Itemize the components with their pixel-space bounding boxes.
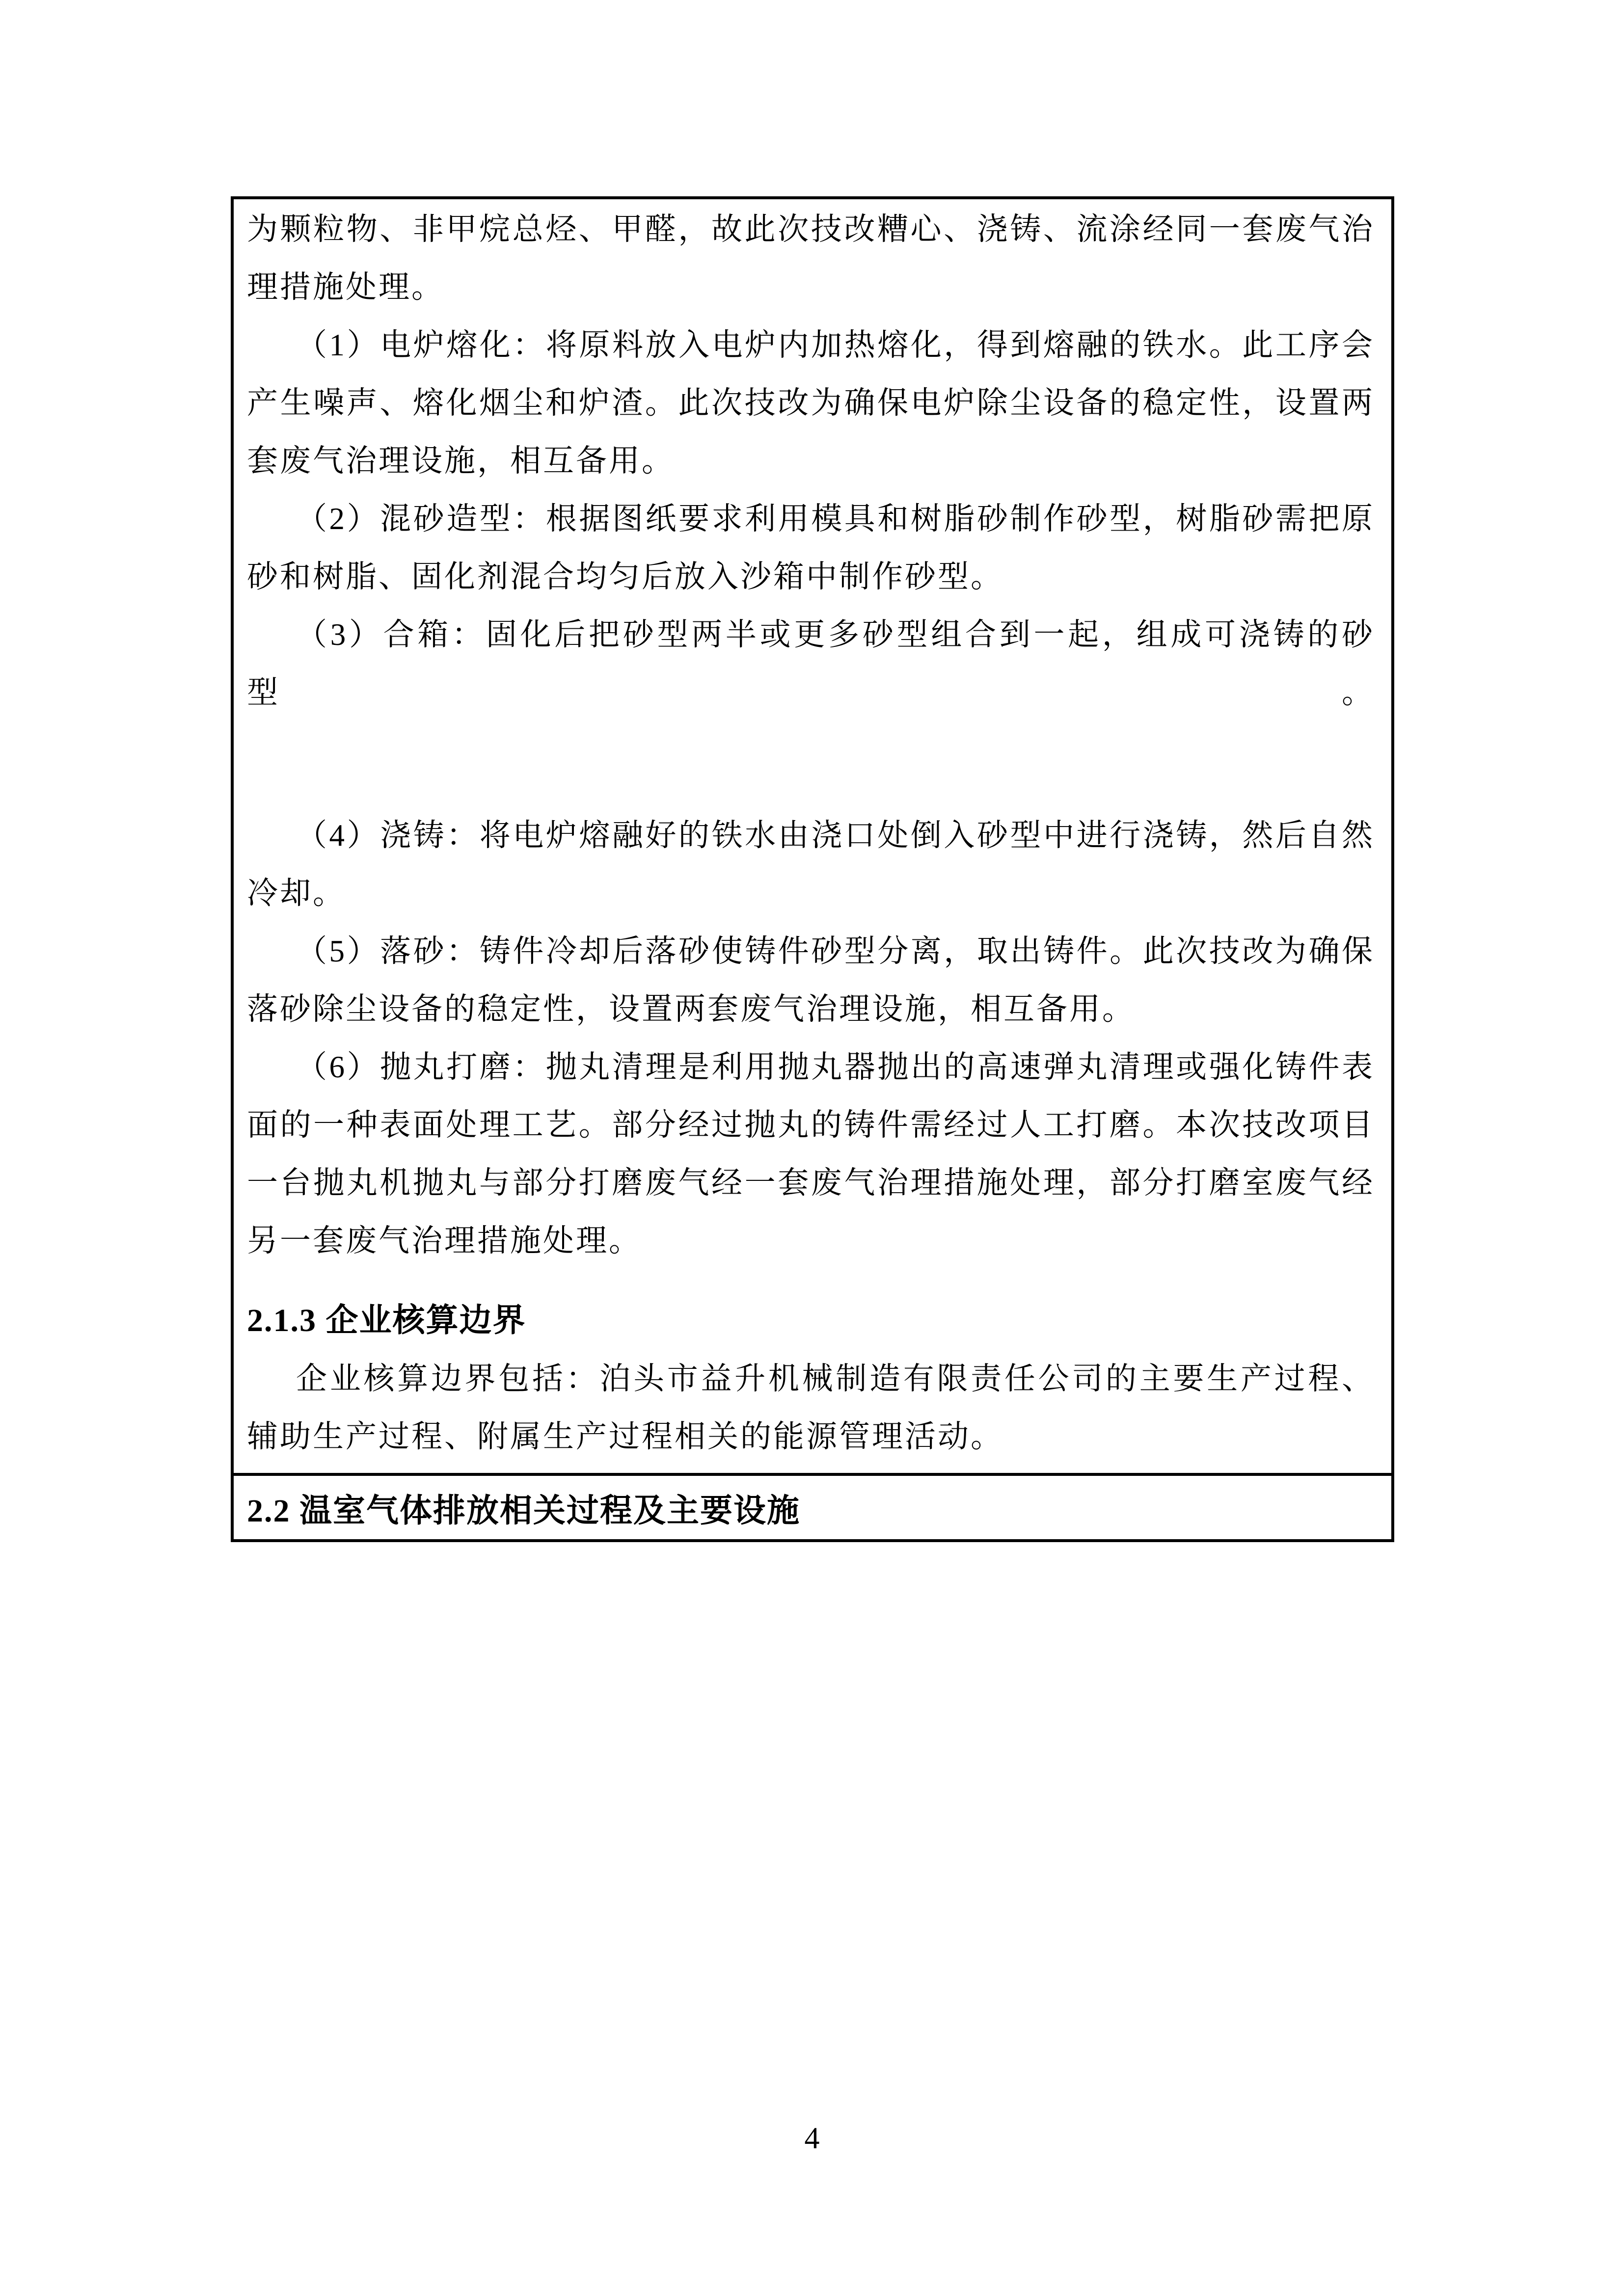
main-text-cell [234,199,1391,1473]
paragraph: （3）合箱：固化后把砂型两半或更多砂型组合到一起，组成可浇铸的砂型。 [247,617,1375,710]
page-number: 4 [804,2122,820,2155]
section-2-2-heading: 2.2 温室气体排放相关过程及主要设施 [247,1493,800,1529]
section-2-2-row [234,1473,1391,1539]
paragraph: （6）抛丸打磨：抛丸清理是利用抛丸器抛出的高速弹丸清理或强化铸件表面的一种表面处理工艺。部分经过抛丸的铸件需经过人工打磨。本次技改项目一台抛丸机抛丸与部分打磨废气经一套废气治理措施处理，部分打磨室废气经另一套废气治理措施处理。 [247,1050,1375,1258]
paragraph [247,721,1375,779]
paragraph: （1）电炉熔化：将原料放入电炉内加热熔化，得到熔融的铁水。此工序会产生噪声、熔化烟尘和炉渣。此次技改为确保电炉除尘设备的稳定性，设置两套废气治理设施，相互备用。 [247,328,1375,478]
paragraph: 企业核算边界包括：泊头市益升机械制造有限责任公司的主要生产过程、辅助生产过程、附属生产过程相关的能源管理活动。 [247,1362,1375,1454]
section-heading: 2.1.3 企业核算边界 [247,1303,526,1338]
paragraph: （2）混砂造型：根据图纸要求利用模具和树脂砂制作砂型，树脂砂需把原砂和树脂、固化剂混合均匀后放入沙箱中制作砂型。 [247,502,1375,594]
paragraph: （4）浇铸：将电炉熔融好的铁水由浇口处倒入砂型中进行浇铸，然后自然冷却。 [247,818,1375,910]
content-table [231,196,1394,1542]
paragraph: 为颗粒物、非甲烷总烃、甲醛，故此次技改糟心、浇铸、流涂经同一套废气治理措施处理。 [247,212,1375,304]
paragraph: （5）落砂：铸件冷却后落砂使铸件砂型分离，取出铸件。此次技改为确保落砂除尘设备的稳定性，设置两套废气治理设施，相互备用。 [247,934,1375,1026]
